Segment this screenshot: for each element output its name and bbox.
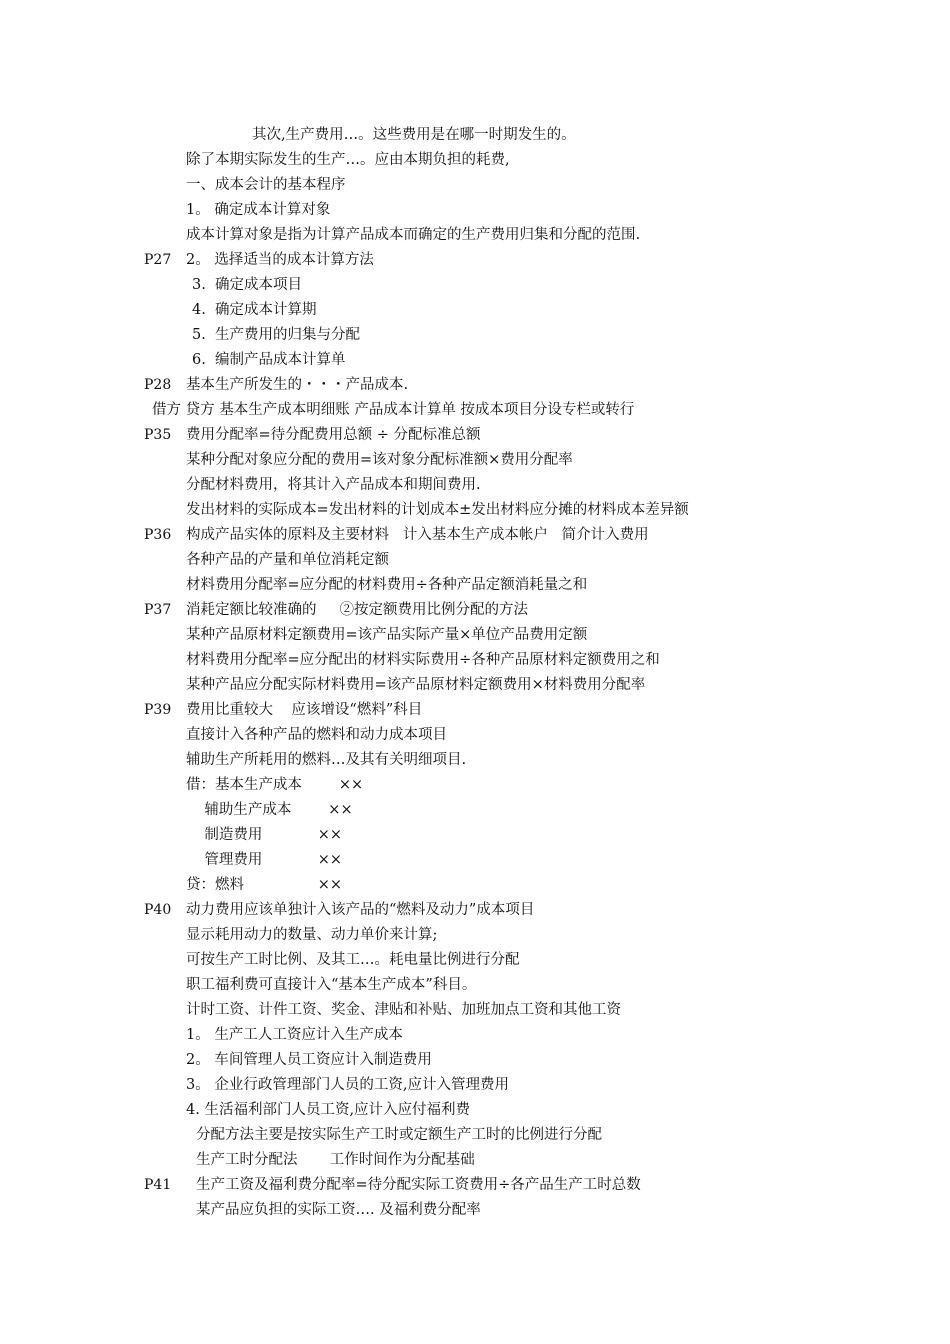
line-text: 某产品应负担的实际工资…. 及福利费分配率 bbox=[196, 1202, 481, 1218]
line-text: 管理费用 ×× bbox=[186, 852, 343, 868]
page-ref: P41 bbox=[144, 1177, 172, 1193]
line-text: 辅助生产成本 ×× bbox=[186, 802, 353, 818]
line-text: 费用分配率=待分配费用总额 ÷ 分配标准总额 bbox=[186, 427, 481, 443]
line-text: 6. 编制产品成本计算单 bbox=[192, 352, 346, 368]
line-text: 消耗定额比较准确的 ②按定额费用比例分配的方法 bbox=[186, 602, 529, 618]
page-ref: P28 bbox=[144, 377, 172, 393]
line-text: 其次,生产费用…。这些费用是在哪一时期发生的。 bbox=[252, 127, 576, 143]
page-ref: P37 bbox=[144, 602, 172, 618]
line-text: 借方 贷方 基本生产成本明细账 产品成本计算单 按成本项目分设专栏或转行 bbox=[152, 402, 635, 418]
line-text: 贷：燃料 ×× bbox=[186, 877, 343, 893]
page-ref: P40 bbox=[144, 902, 172, 918]
line-text: 材料费用分配率=应分配的材料费用÷各种产品定额消耗量之和 bbox=[186, 577, 588, 593]
line-text: 分配方法主要是按实际生产工时或定额生产工时的比例进行分配 bbox=[196, 1127, 602, 1143]
line-text: 某种产品原材料定额费用=该产品实际产量×单位产品费用定额 bbox=[186, 627, 588, 643]
page-ref: P27 bbox=[144, 252, 172, 268]
line-text: 某种分配对象应分配的费用=该对象分配标准额×费用分配率 bbox=[186, 452, 573, 468]
line-text: 制造费用 ×× bbox=[186, 827, 343, 843]
line-text: 4. 确定成本计算期 bbox=[192, 302, 317, 318]
line-text: 2。 选择适当的成本计算方法 bbox=[186, 252, 374, 268]
line-text: 4. 生活福利部门人员工资,应计入应付福利费 bbox=[186, 1102, 471, 1118]
line-text: 某种产品应分配实际材料费用=该产品原材料定额费用×材料费用分配率 bbox=[186, 677, 646, 693]
line-text: 2。 车间管理人员工资应计入制造费用 bbox=[186, 1052, 432, 1068]
page-ref: P36 bbox=[144, 527, 172, 543]
line-text: 职工福利费可直接计入“基本生产成本”科目。 bbox=[186, 977, 477, 993]
line-text: 材料费用分配率=应分配出的材料实际费用÷各种产品原材料定额费用之和 bbox=[186, 652, 660, 668]
line-text: 借：基本生产成本 ×× bbox=[186, 777, 364, 793]
line-text: 5. 生产费用的归集与分配 bbox=[192, 327, 361, 343]
line-text: 计时工资、计件工资、奖金、津贴和补贴、加班加点工资和其他工资 bbox=[186, 1002, 621, 1018]
line-text: 各种产品的产量和单位消耗定额 bbox=[186, 552, 389, 568]
line-text: 辅助生产所耗用的燃料…及其有关明细项目. bbox=[186, 752, 467, 768]
line-text: 1。 生产工人工资应计入生产成本 bbox=[186, 1027, 403, 1043]
line-text: 基本生产所发生的・・・产品成本. bbox=[186, 377, 409, 393]
line-text: 分配材料费用，将其计入产品成本和期间费用. bbox=[186, 477, 481, 493]
line-text: 一、成本会计的基本程序 bbox=[186, 177, 346, 193]
line-text: 生产工时分配法 工作时间作为分配基础 bbox=[196, 1152, 475, 1168]
line-text: 直接计入各种产品的燃料和动力成本项目 bbox=[186, 727, 447, 743]
line-text: 费用比重较大 应该增设“燃料”科目 bbox=[186, 702, 423, 718]
page-ref: P39 bbox=[144, 702, 172, 718]
line-text: 除了本期实际发生的生产…。应由本期负担的耗费, bbox=[186, 152, 510, 168]
page-ref: P35 bbox=[144, 427, 172, 443]
line-text: 3。 企业行政管理部门人员的工资,应计入管理费用 bbox=[186, 1077, 509, 1093]
line-text: 构成产品实体的原料及主要材料 计入基本生产成本帐户 简介计入费用 bbox=[186, 527, 649, 543]
line-text: 1。 确定成本计算对象 bbox=[186, 202, 331, 218]
line-text: 3. 确定成本项目 bbox=[192, 277, 303, 293]
line-text: 可按生产工时比例、及其工…。耗电量比例进行分配 bbox=[186, 952, 520, 968]
line-text: 动力费用应该单独计入该产品的“燃料及动力”成本项目 bbox=[186, 902, 535, 918]
line-text: 发出材料的实际成本=发出材料的计划成本±发出材料应分摊的材料成本差异额 bbox=[186, 502, 689, 518]
line-text: 成本计算对象是指为计算产品成本而确定的生产费用归集和分配的范围. bbox=[186, 227, 641, 243]
line-text: 显示耗用动力的数量、动力单价来计算; bbox=[186, 927, 438, 943]
line-text: 生产工资及福利费分配率=待分配实际工资费用÷各产品生产工时总数 bbox=[196, 1177, 641, 1193]
